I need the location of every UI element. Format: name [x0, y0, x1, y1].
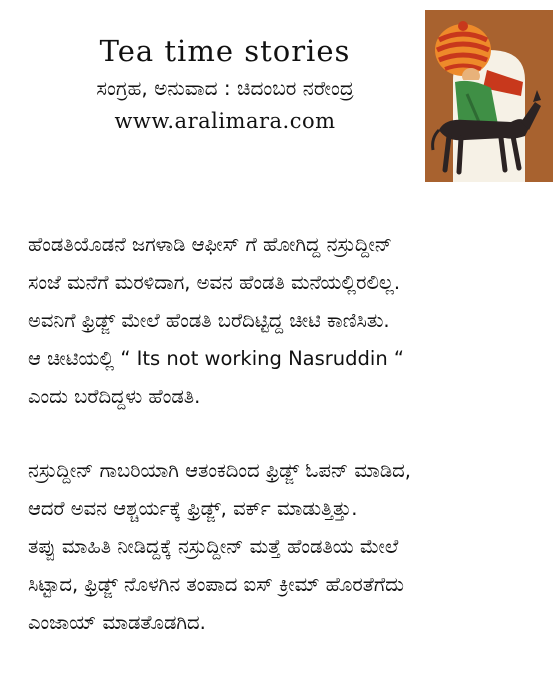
story-line: ಆ ಚೀಟಿಯಲ್ಲಿ “ Its not working Nasruddin “: [28, 347, 404, 370]
story-paragraph-2: [28, 452, 540, 642]
website-url: www.aralimara.com: [114, 109, 336, 133]
story-line: ಹೆಂಡತಿಯೊಡನೆ ಜಗಳಾಡಿ ಆಫೀಸ್ ಗೆ ಹೋಗಿದ್ದ ನಸ್ರುದ್ದೀನ್: [28, 233, 393, 256]
story-line: ಎಂಜಾಯ್ ಮಾಡತೊಡಗಿದ.: [28, 611, 206, 634]
story-line: ಆದರೆ ಅವನ ಆಶ್ಚರ್ಯಕ್ಕೆ ಫ್ರಿಡ್ಜ್, ವರ್ಕ್ ಮಾಡುತ್ತಿತ್ತು.: [28, 497, 358, 520]
story-line: ನಸ್ರುದ್ದೀನ್ ಗಾಬರಿಯಾಗಿ ಆತಂಕದಿಂದ ಫ್ರಿಡ್ಜ್ ಓಪನ್ ಮಾಡಿದ,: [28, 459, 411, 482]
story-line: ಅವನಿಗೆ ಫ್ರಿಡ್ಜ್ ಮೇಲೆ ಹೆಂಡತಿ ಬರೆದಿಟ್ಟಿದ್ದ ಚೀಟಿ ಕಾಣಿಸಿತು.: [28, 309, 390, 332]
page-title: Tea time stories: [99, 34, 351, 68]
story-paragraph-1: [28, 226, 540, 416]
story-line: ಎಂದು ಬರೆದಿದ್ದಳು ಹೆಂಡತಿ.: [28, 385, 201, 408]
story-line: ಸಂಜೆ ಮನೆಗೆ ಮರಳಿದಾಗ, ಅವನ ಹೆಂಡತಿ ಮನೆಯಲ್ಲಿರಲಿಲ್ಲ.: [28, 271, 401, 294]
header: [40, 30, 410, 138]
page-subtitle: ಸಂಗ್ರಹ, ಅನುವಾದ : ಚಿದಂಬರ ನರೇಂದ್ರ: [96, 76, 354, 100]
story-line: ಸಿಟ್ಟಾದ, ಫ್ರಿಡ್ಜ್ ನೊಳಗಿನ ತಂಪಾದ ಐಸ್ ಕ್ರೀಮ್ ಹೊರತೆಗೆದು: [28, 573, 404, 596]
nasruddin-on-donkey-icon: [425, 10, 553, 182]
story-line: ತಪ್ಪು ಮಾಹಿತಿ ನೀಡಿದ್ದಕ್ಕೆ ನಸ್ರುದ್ದೀನ್ ಮತ್ತೆ ಹೆಂಡತಿಯ ಮೇಲೆ: [28, 535, 399, 558]
